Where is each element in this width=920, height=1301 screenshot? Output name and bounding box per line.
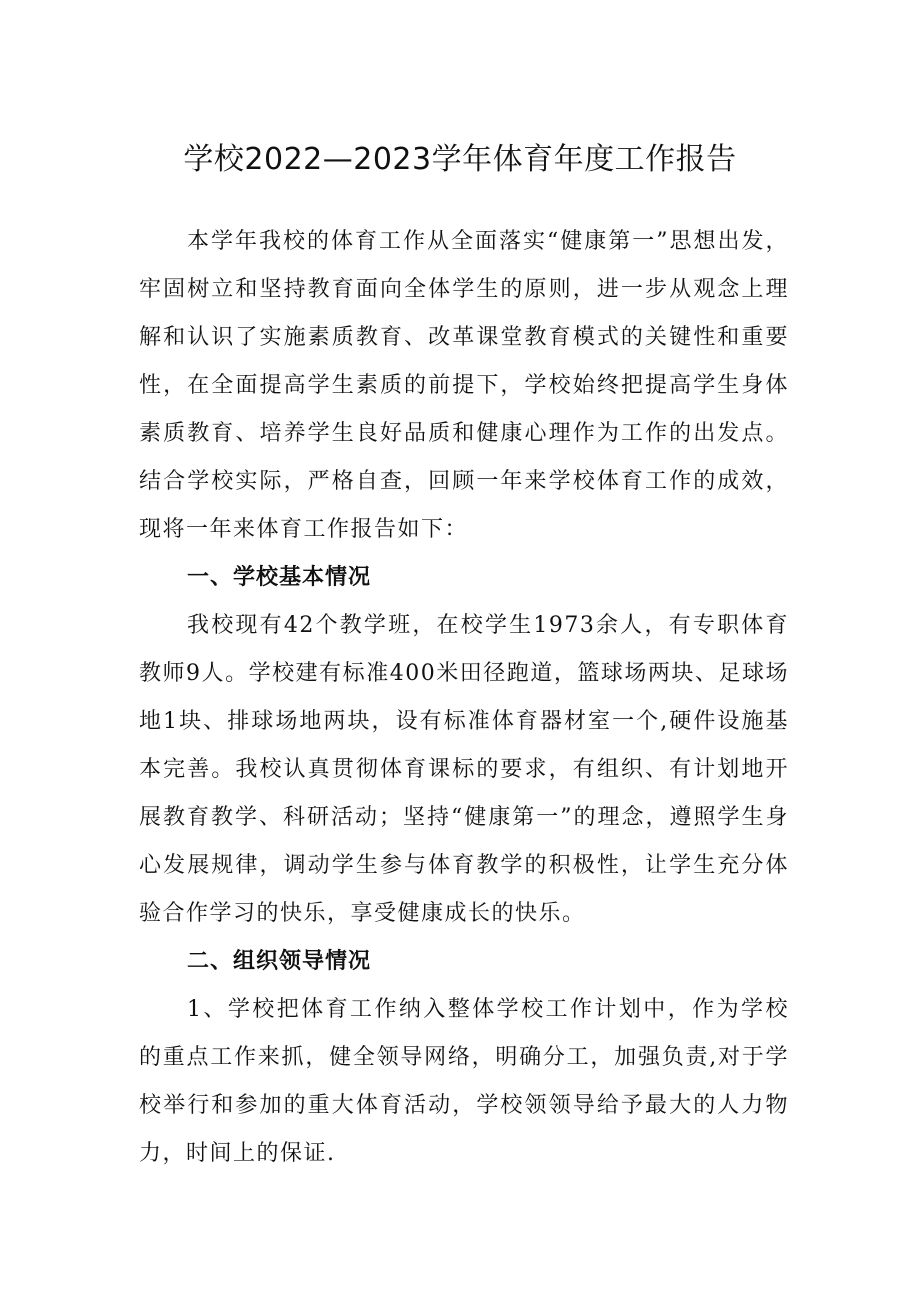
intro-paragraph: 本学年我校的体育工作从全面落实“健康第一”思想出发，牢固树立和坚持教育面向全体学生的原则，进一步从观念上理解和认识了实施素质教育、改革课堂教育模式的关键性和重要性，在全面提高学生素质的前提下，学校始终把提高学生身体素质教育、培养学生良好品质和健康心理作为工作的出发点。结合学校实际，严格自查，回顾一年来学校体育工作的成效，现将一年来体育工作报告如下：: [139, 229, 789, 542]
section-heading-basic-info: 一、学校基本情况: [187, 565, 372, 590]
section-paragraph-leadership: 1、学校把体育工作纳入整体学校工作计划中，作为学校的重点工作来抓，健全领导网络，明确分工，加强负责,对于学校举行和参加的重大体育活动，学校领领导给予最大的人力物力，时间上的保证.: [139, 997, 789, 1166]
section-heading-leadership: 二、组织领导情况: [187, 949, 372, 974]
section-paragraph-basic-info: 我校现有42个教学班，在校学生1973余人，有专职体育教师9人。学校建有标准400米田径跑道，篮球场两块、足球场地1块、排球场地两块，设有标准体育器材室一个,硬件设施基本完善。我校认真贯彻体育课标的要求，有组织、有计划地开展教育教学、科研活动；坚持“健康第一”的理念，遵照学生身心发展规律，调动学生参与体育教学的积极性，让学生充分体验合作学习的快乐，享受健康成长的快乐。: [139, 613, 789, 926]
document-body: [139, 218, 789, 1178]
document-title: 学校2022—2023学年体育年度工作报告: [183, 142, 737, 177]
